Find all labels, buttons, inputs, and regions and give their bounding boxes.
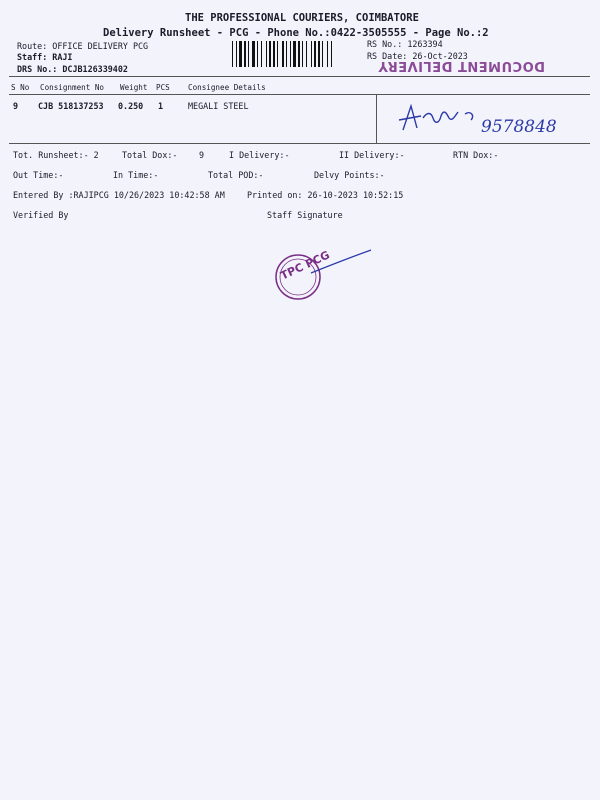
printed-on: Printed on: 26-10-2023 10:52:15 [247, 190, 404, 200]
svg-text:TPC PCG: TPC PCG [278, 248, 332, 283]
total-pod: Total POD:- [208, 170, 264, 180]
runsheet-subtitle: Delivery Runsheet - PCG - Phone No.:0422-3505555 - Page No.:2 [103, 27, 489, 39]
entered-by: Entered By :RAJIPCG 10/26/2023 10:42:58 AM [13, 190, 225, 200]
staff-label: Staff: RAJI [17, 52, 73, 62]
col-consignee: Consignee Details [188, 83, 266, 92]
col-sno: S No [11, 83, 30, 92]
rtn-dox: RTN Dox:- [453, 150, 499, 160]
handwritten-signature [395, 98, 585, 138]
delvy-points: Delvy Points:- [314, 170, 385, 180]
tpc-seal-stamp [271, 247, 371, 307]
company-title: THE PROFESSIONAL COURIERS, COIMBATORE [185, 12, 419, 24]
row-sno: 9 [13, 101, 19, 111]
staff-signature-label: Staff Signature [267, 210, 343, 220]
signature-box-divider [376, 94, 377, 143]
rs-number: RS No.: 1263394 [367, 39, 443, 49]
row-consignee: MEGALI STEEL [188, 101, 249, 111]
table-bottom-rule [9, 143, 590, 144]
tot-runsheet: Tot. Runsheet:- 2 [13, 150, 99, 160]
svg-text:9578848: 9578848 [481, 117, 557, 137]
document-delivery-stamp: DOCUMENT DELIVERY [378, 58, 545, 73]
verified-by: Verified By [13, 210, 69, 220]
col-consignment: Consignment No [40, 83, 105, 92]
col-weight: Weight [120, 83, 148, 92]
barcode-graphic [232, 41, 359, 67]
row-consignment: CJB 518137253 [38, 101, 104, 111]
rs-date: RS Date: 26-Oct-2023 [367, 51, 468, 61]
col-pcs: PCS [156, 83, 170, 92]
route-label: Route: OFFICE DELIVERY PCG [17, 41, 149, 51]
row-pcs: 1 [158, 101, 164, 111]
row-weight: 0.250 [118, 101, 144, 111]
in-time: In Time:- [113, 170, 159, 180]
out-time: Out Time:- [13, 170, 64, 180]
total-dox-label: Total Dox:- [122, 150, 178, 160]
table-header-rule [9, 94, 590, 95]
ii-delivery: II Delivery:- [339, 150, 405, 160]
total-dox-value: 9 [199, 150, 205, 160]
drs-number: DRS No.: DCJB126339402 [17, 64, 128, 74]
i-delivery: I Delivery:- [229, 150, 290, 160]
table-top-rule [9, 76, 590, 77]
